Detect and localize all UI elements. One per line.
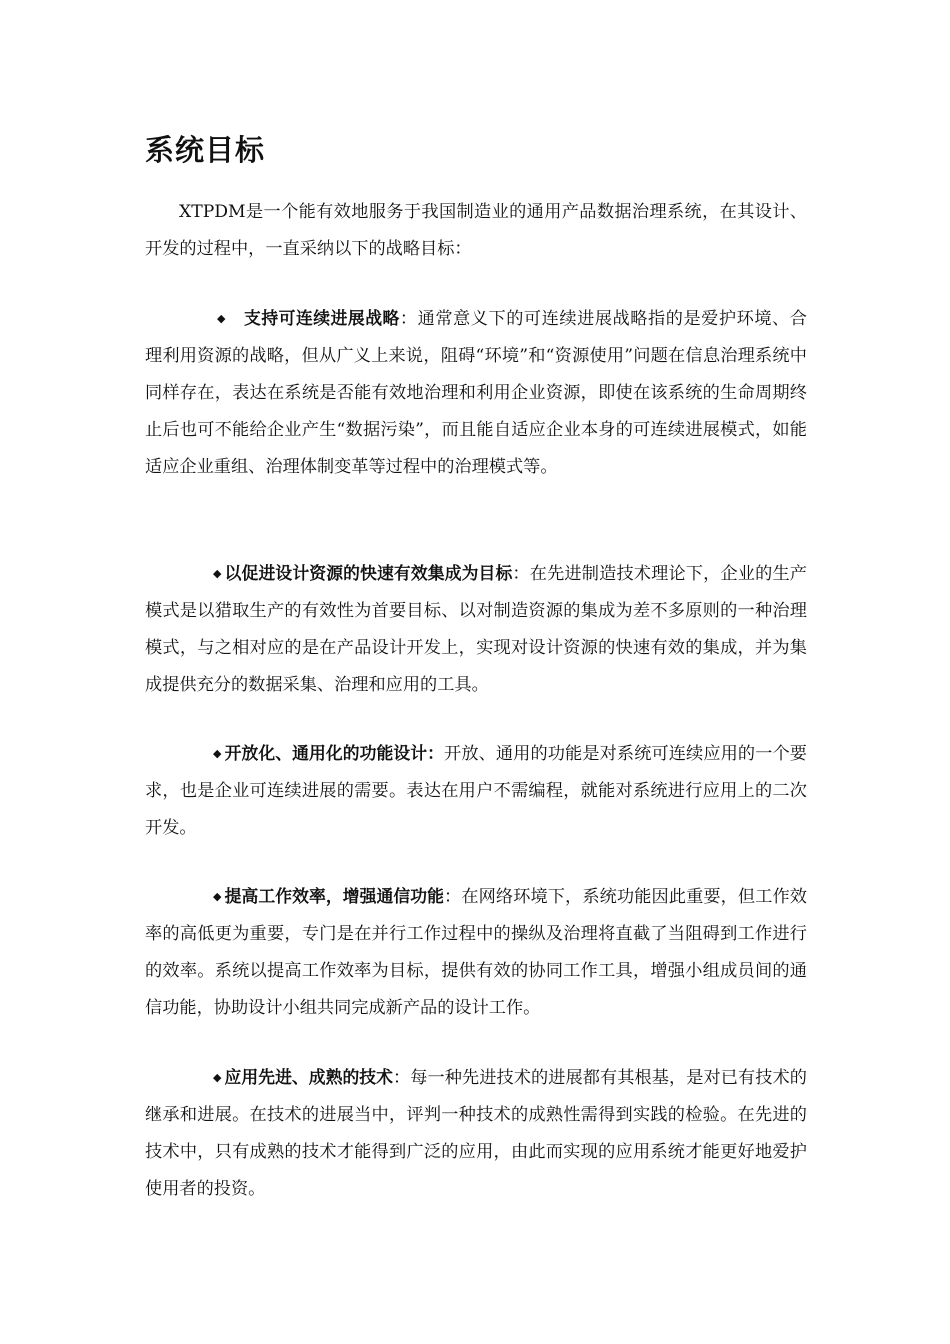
diamond-bullet-icon: ◆ bbox=[213, 747, 222, 760]
bullet-item-open-generic-design bbox=[145, 735, 807, 847]
diamond-bullet-icon: ◆ bbox=[213, 567, 222, 580]
bullet-heading: 提高工作效率，增强通信功能 bbox=[224, 886, 445, 906]
diamond-bullet-icon: ◆ bbox=[213, 1071, 222, 1084]
bullet-item-efficiency-communication bbox=[145, 878, 807, 1027]
diamond-bullet-icon: ◆ bbox=[217, 312, 226, 325]
section-title: 系统目标 bbox=[145, 133, 266, 167]
bullet-separator: ： bbox=[399, 309, 418, 329]
bullet-item-mature-technology bbox=[145, 1059, 807, 1208]
diamond-bullet-icon: ◆ bbox=[213, 890, 222, 903]
bullet-item-design-resource-integration bbox=[145, 555, 807, 704]
bullet-text: 通常意义下的可连续进展战略指的是爱护环境、合理利用资源的战略，但从广义上来说，阻碍“环境”和“资源使用”问题在信息治理系统中同样存在，表达在系统是否能有效地治理和利用企业资源，即使在该系统的生命周期终止后也可不能给企业产生“数据污染”，而且能自适应企业本身的可连续进展模式，如能适应企业重组、治理体制变革等过程中的治理模式等。 bbox=[145, 309, 807, 477]
bullet-heading: 以促进设计资源的快速有效集成为目标 bbox=[224, 563, 513, 583]
bullet-text: 在网络环境下，系统功能因此重要，但工作效率的高低更为重要，专门是在并行工作过程中的操纵及治理将直截了当阻碍到工作进行的效率。系统以提高工作效率为目标，提供有效的协同工作工具，增强小组成员间的通信功能，协助设计小组共同完成新产品的设计工作。 bbox=[145, 887, 807, 1018]
bullet-separator: ： bbox=[393, 1068, 411, 1088]
bullet-separator: ： bbox=[444, 887, 462, 907]
bullet-heading: 支持可连续进展战略 bbox=[243, 308, 400, 328]
bullet-text: 每一种先进技术的进展都有其根基，是对已有技术的继承和进展。在技术的进展当中，评判一种技术的成熟性需得到实践的检验。在先进的技术中，只有成熟的技术才能得到广泛的应用，由此而实现的应用系统才能更好地爱护使用者的投资。 bbox=[145, 1068, 807, 1199]
bullet-heading: 应用先进、成熟的技术 bbox=[224, 1067, 393, 1087]
bullet-heading: 开放化、通用化的功能设计： bbox=[224, 743, 445, 763]
bullet-text: 在先进制造技术理论下，企业的生产模式是以猎取生产的有效性为首要目标、以对制造资源的集成为差不多原则的一种治理模式，与之相对应的是在产品设计开发上，实现对设计资源的快速有效的集成，并为集成提供充分的数据采集、治理和应用的工具。 bbox=[145, 564, 807, 695]
bullet-item-sustainable-strategy bbox=[145, 300, 807, 486]
bullet-separator: ： bbox=[512, 564, 530, 584]
bullet-text: 开放、通用的功能是对系统可连续应用的一个要求，也是企业可连续进展的需要。表达在用户不需编程，就能对系统进行应用上的二次开发。 bbox=[145, 744, 807, 838]
intro-paragraph: XTPDM是一个能有效地服务于我国制造业的通用产品数据治理系统，在其设计、开发的过程中，一直采纳以下的战略目标： bbox=[145, 202, 807, 259]
